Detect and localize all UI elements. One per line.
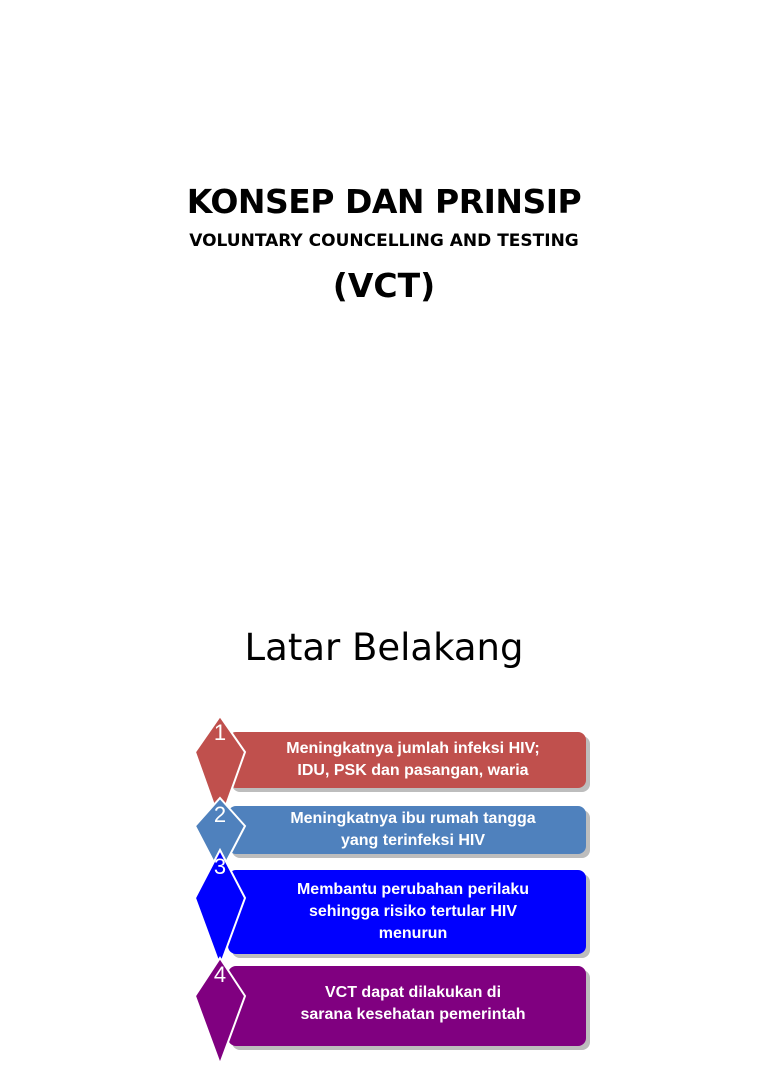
item-number-diamond [193, 956, 247, 1066]
slide-latar-belakang [0, 560, 768, 1024]
item-number: 1 [213, 720, 227, 745]
item-number: 2 [213, 802, 227, 827]
item-number: 4 [213, 962, 227, 987]
item-bar [228, 806, 586, 854]
slide-title-subtitle: VOLUNTARY COUNCELLING AND TESTING [189, 231, 579, 251]
item-text: Meningkatnya ibu rumah tangga yang terinfeksi HIV [290, 810, 536, 849]
item-number-diamond [193, 848, 247, 968]
slide-title-heading: KONSEP DAN PRINSIP [186, 182, 582, 221]
slide-title-acronym: (VCT) [332, 266, 436, 305]
item-text: Meningkatnya jumlah infeksi HIV; IDU, PSK dan pasangan, waria [286, 740, 540, 779]
item-number: 3 [213, 854, 227, 879]
slide-heading: Latar Belakang [244, 626, 524, 669]
item-bar [228, 732, 586, 788]
item-bar [228, 966, 586, 1046]
item-bar [228, 870, 586, 954]
item-text: VCT dapat dilakukan di sarana kesehatan pemerintah [300, 984, 526, 1023]
item-text: Membantu perubahan perilaku sehingga risiko tertular HIV menurun [296, 881, 530, 942]
